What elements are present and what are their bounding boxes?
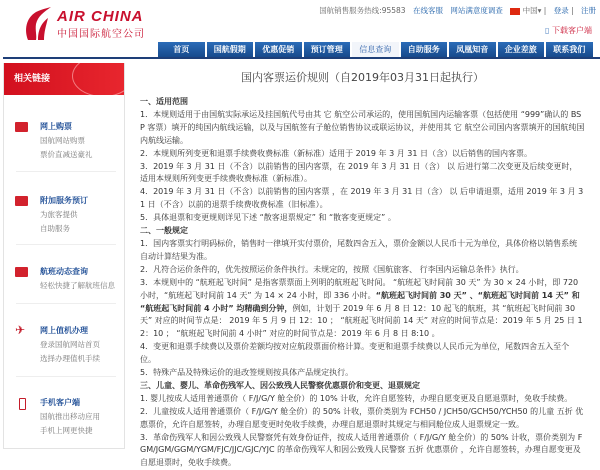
main-content <box>140 60 585 470</box>
nav-self-service[interactable]: 自助服务 <box>401 42 448 57</box>
sidebar-item-title[interactable]: 附加服务预订 <box>40 196 88 205</box>
sidebar-item-title[interactable]: 网上值机办理 <box>40 326 88 335</box>
rule-paragraph <box>140 264 585 277</box>
sidebar-item-title[interactable]: 航班动态查询 <box>40 267 88 276</box>
sidebar-item-desc: 国航网站购票 <box>40 136 85 145</box>
monitor-icon <box>15 122 28 132</box>
rule-paragraph <box>140 148 585 161</box>
paragraph-text: 2．儿童按成人适用普通票价（ F/J/G/Y 舱全价）的 50% 计收，票价类别为 FCH50 / JCH50/GCH50/YCH50 的儿童 五折 优惠票价，允许自愿签转，办理自愿变更时免收手续费，办理自愿退票时其规定与相同舱位成人退票规定一致。 <box>140 406 584 429</box>
paragraph-text: 2．本规则所列变更和退票手续费收费标准（新标准）适用于 2019 年 3 月 31 日（含）以后销售的国内客票。 <box>140 148 532 158</box>
rule-paragraph <box>140 367 585 380</box>
china-flag-icon <box>510 8 520 15</box>
rule-paragraph <box>140 393 585 406</box>
plane-icon: ✈ <box>15 323 26 337</box>
air-china-logo[interactable] <box>22 6 145 48</box>
sidebar-item-desc: 国航推出移动应用 <box>40 412 100 421</box>
rule-paragraph <box>140 161 585 187</box>
paragraph-text: 三、儿童、婴儿、革命伤残军人、因公致残人民警察优惠票价和变更、退票规定 <box>140 380 420 390</box>
online-service-link[interactable]: 在线客服 <box>412 6 443 15</box>
paragraph-text: 5．特殊产品及特殊运价的退改签规则按具体产品规定执行。 <box>140 368 354 378</box>
nav-booking-management[interactable]: 预订管理 <box>304 42 351 57</box>
sidebar-item-desc: 轻松快捷了解航班信息 <box>40 281 115 290</box>
paragraph-text: 1. 婴儿按成人适用普通票价（ F/J/G/Y 舱全价）的 10% 计收，允许自愿签转，办理自愿变更及自愿退票时，免收手续费。 <box>140 393 573 403</box>
register-link[interactable]: 注册 <box>581 6 596 15</box>
logo-english: AIR CHINA <box>57 8 144 25</box>
rules-text <box>140 96 585 470</box>
rule-paragraph <box>140 238 585 264</box>
sidebar-item-desc: 登录国航网站首页 <box>40 340 100 349</box>
sidebar <box>3 63 125 449</box>
logo-chinese: 中国国际航空公司 <box>57 29 145 40</box>
nav-holidays[interactable]: 国航假期 <box>207 42 254 57</box>
paragraph-text: 2．凡符合运价条件的，优先按照运价条件执行。未规定的，按照《国航旅客、 行李国内运输总条件》执行。 <box>140 264 524 274</box>
sidebar-title: 相关链接 <box>4 63 124 95</box>
section-heading <box>140 225 585 238</box>
language-select[interactable]: 中国 <box>522 6 538 15</box>
divider <box>16 303 116 304</box>
rule-paragraph <box>140 186 585 212</box>
section-heading <box>140 96 585 109</box>
divider <box>16 376 116 377</box>
sidebar-item-title[interactable]: 手机客户端 <box>40 398 80 407</box>
nav-corporate-travel[interactable]: 企业差旅 <box>498 42 545 57</box>
mobile-icon: ▯ <box>545 26 550 35</box>
monitor-icon <box>15 196 28 206</box>
section-heading <box>140 380 585 393</box>
paragraph-text: 例如，计划于 2019 年 6 月 8 日 12：10 起飞的航班，其 “航班起飞时间前 30 天” 对应的时间节点是： 2019 年 5 月 9 日 12：10 ； “航班起飞时间前 14 天” 对应的时间节点是：2019 年 5 月 25 日 12：10 ； “航班起飞时间前 4 小时” 对应的时间节点是：2019 年 6 月 8 日 8:10 。 <box>140 303 583 339</box>
rule-paragraph <box>140 277 585 342</box>
nav-phoenix-miles[interactable]: 凤凰知音 <box>449 42 496 57</box>
rule-paragraph <box>140 109 585 148</box>
divider <box>16 171 116 172</box>
top-links: 国航销售服务热线:95583 在线客服 网站满意度调查 中国▾ | 登录 | 注册 <box>319 6 596 15</box>
phoenix-logo-icon <box>22 6 52 42</box>
sidebar-item-desc: 选择办理值机手续 <box>40 354 100 363</box>
rule-paragraph <box>140 406 585 432</box>
paragraph-text: 4．2019 年 3 月 31 日（不含）以前销售的国内客票 ，在 2019 年 3 月 31 日（含） 以 后申请退票，适用 2019 年 3 月 31 日（不含）以前的退票手续费收费标准（旧标准）。 <box>140 187 584 210</box>
emphasis-text: “航班起飞时间前 30 天” 、“航班起飞时间前 14 天” 和 “航班起飞时间前 4 小时” 均精确到分钟， <box>140 290 580 313</box>
sidebar-item-desc: 为旅客提供 <box>40 210 78 219</box>
main-nav <box>158 42 593 57</box>
chevron-down-icon[interactable]: ▾ <box>537 6 542 15</box>
rule-paragraph <box>140 212 585 225</box>
divider <box>16 244 116 245</box>
sidebar-item-title[interactable]: 网上购票 <box>40 122 72 131</box>
paragraph-text: 5．具体退票和变更规则详见下述 “散客退票规定” 和 “散客变更规定” 。 <box>140 213 396 223</box>
nav-promotions[interactable]: 优惠促销 <box>255 42 302 57</box>
paragraph-text: 4．变更和退票手续费以及票价差额均按对应航段票面价格计算。变更和退票手续费以人民币元为单位，尾数四舍五入至个位。 <box>140 342 570 365</box>
paragraph-text: 一、适用范围 <box>140 97 188 106</box>
nav-contact[interactable]: 联系我们 <box>546 42 593 57</box>
nav-information[interactable]: 信息查询 <box>352 42 399 57</box>
phone-icon <box>19 398 26 410</box>
hotline: 国航销售服务热线:95583 <box>319 6 406 15</box>
sidebar-item-desc: 票价直减送豪礼 <box>40 150 93 159</box>
paragraph-text: 1．国内客票实行明码标价，销售时一律填开实付票价，尾数四舍五入，票价金额以人民币十元为单位，具体价格以销售系统自动计算结果为准。 <box>140 238 578 261</box>
download-app-link[interactable] <box>545 25 592 37</box>
page-title: 国内客票运价规则（自2019年03月31日起执行） <box>241 71 484 84</box>
login-link[interactable]: 登录 <box>553 6 569 15</box>
sidebar-item-desc: 手机上网更快捷 <box>40 426 93 435</box>
monitor-icon <box>15 267 28 277</box>
download-label: 下载客户端 <box>552 26 592 35</box>
rule-paragraph <box>140 341 585 367</box>
sidebar-item-desc: 自助服务 <box>40 224 70 233</box>
paragraph-text: 3．革命伤残军人和因公致残人民警察凭有效身份证件，按成人适用普通票价（ F/J/G/Y 舱全价）的 50% 计收，票价类别为 FGM/JGM/GGM/YGM/FJC/JJC/GJC/YJC 的革命伤残军人和因公致残人民警察 五折 优惠票价 ，允许自愿签转，办理自愿变更及自愿退票时，免收手续费。 <box>140 432 583 468</box>
paragraph-text: 二、一般规定 <box>140 226 188 236</box>
paragraph-text: 3．本规则中的 “航班起飞时间” 是指客票票面上列明的航班起飞时间。 “航班起飞时间前 30 天” 为 30 × 24 小时，即 720 小时，“航班起飞时间前 14 天” 为 14 × 24 小时，即 336 小时。 <box>140 277 579 300</box>
header-divider <box>3 57 600 59</box>
paragraph-text: 1．本规则适用于由国航实际承运及挂国航代号由其 它 航空公司承运的，使用国航国内运输客票（包括使用 “999”确认的 BSP 客票）填开的纯国内航线运输，以及与国航签有子舱位销售协议或联运协议，并使用其 它 航空公司国内客票填开的国航纯国内航线运输。 <box>140 109 585 145</box>
paragraph-text: 3．2019 年 3 月 31 日（不含）以前销售的国内客票，在 2019 年 3 月 31 日（含） 以 后进行第二次变更及后续变更时，适用本规则所列变更手续费收费标准（新标准）。 <box>140 161 578 184</box>
nav-home[interactable]: 首页 <box>158 42 205 57</box>
survey-link[interactable]: 网站满意度调查 <box>450 6 503 15</box>
